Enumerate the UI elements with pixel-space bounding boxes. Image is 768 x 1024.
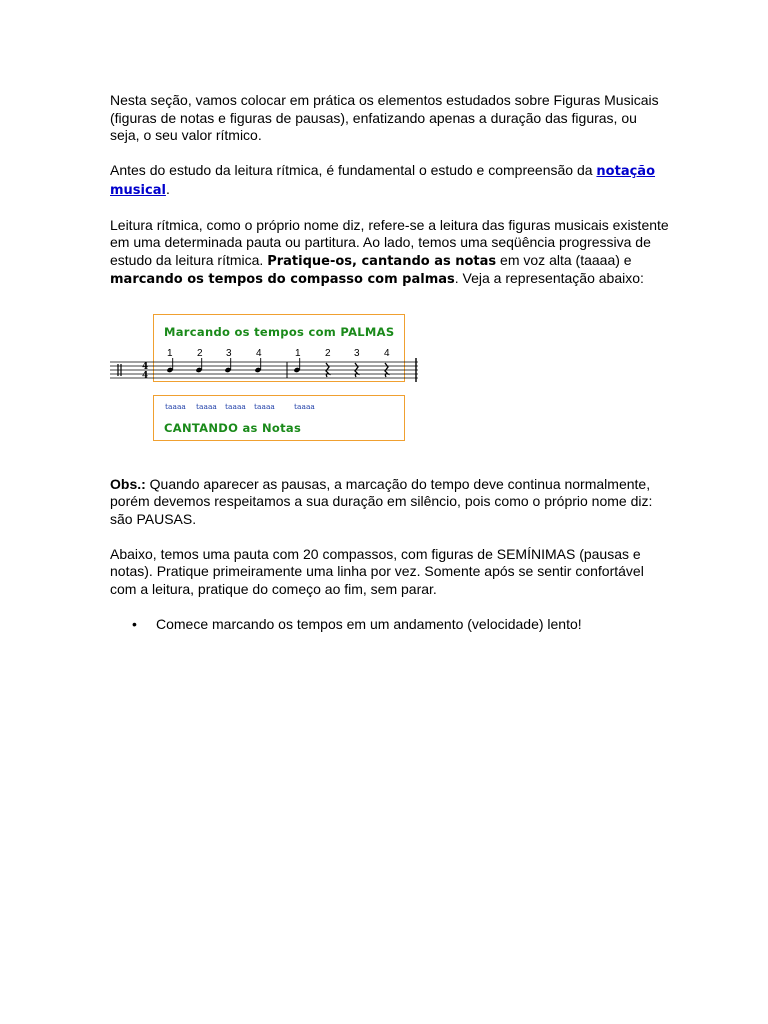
beat-number: 1 — [167, 347, 173, 359]
rhythm-text-1: Leitura rítmica, como o próprio nome diz, refere-se a leitura das figuras musicais existente em uma determinada pauta ou partitura. Ao lado, temos uma seqüência progressiva de estudo da leitura rítmica. — [110, 216, 669, 268]
beat-number: 4 — [384, 347, 390, 359]
syllable-label: taaaa — [225, 401, 246, 411]
beat-number: 2 — [325, 347, 331, 359]
notacao-musical-link[interactable]: notação musical — [110, 164, 656, 198]
beat-number: 3 — [354, 347, 360, 359]
bullet-icon: • — [132, 615, 137, 632]
time-signature-top: 4 — [142, 361, 149, 372]
list-item — [132, 615, 670, 634]
staff-lines — [110, 362, 418, 378]
rhythm-text-2: em voz alta (taaaa) e — [496, 251, 632, 268]
rhythm-reading-paragraph — [110, 217, 670, 289]
syllable-label: taaaa — [254, 401, 275, 411]
quarter-note-icon — [224, 358, 231, 373]
beat-number: 1 — [295, 347, 301, 359]
rhythm-example-figure — [110, 314, 440, 449]
rhythm-bold-2: marcando os tempos do compasso com palmas — [110, 272, 455, 287]
intro-paragraph: Nesta seção, vamos colocar em prática os elementos estudados sobre Figuras Musicais (figuras de notas e figuras de pausas), enfatizando apenas a duração das figuras, ou seja, o seu valor rítmico. — [110, 92, 659, 143]
quarter-note-icon — [254, 358, 261, 373]
list-item-text: Comece marcando os tempos em um andamento (velocidade) lento! — [156, 615, 582, 632]
obs-text: Quando aparecer as pausas, a marcação do tempo deve continua normalmente, porém devemos respeitamos a sua duração em silêncio, pois como o próprio nome diz: são PAUSAS. — [110, 475, 653, 527]
obs-label: Obs.: — [110, 475, 146, 492]
syllable-row — [153, 395, 403, 409]
quarter-note-icon — [293, 358, 300, 373]
rhythm-bold-1: Pratique-os, cantando as notas — [267, 253, 497, 269]
clapping-label: Marcando os tempos com PALMAS — [164, 324, 395, 339]
beat-number: 4 — [256, 347, 262, 359]
time-signature — [142, 362, 148, 381]
singing-label: CANTANDO as Notas — [164, 420, 302, 435]
notation-text-after: . — [165, 180, 170, 197]
time-signature-bottom: 4 — [142, 370, 149, 381]
observation-paragraph — [110, 476, 670, 529]
notation-text-before: Antes do estudo da leitura rítmica, é fundamental o estudo e compreensão da — [110, 162, 597, 178]
rhythm-text-3: . Veja a representação abaixo: — [454, 270, 644, 286]
syllable-label: taaaa — [294, 401, 315, 411]
beat-number: 3 — [226, 347, 232, 359]
music-staff — [110, 352, 440, 392]
beat-number: 2 — [197, 347, 203, 359]
notation-paragraph — [110, 162, 670, 199]
practice-paragraph: Abaixo, temos uma pauta com 20 compassos, com figuras de SEMÍNIMAS (pausas e notas). Pratique primeiramente uma linha por vez. Somente após se sentir confortável com a leitura, pratique do começo ao fim, sem parar. — [110, 545, 644, 597]
tips-list — [110, 616, 670, 634]
syllable-label: taaaa — [165, 401, 186, 411]
syllable-label: taaaa — [196, 401, 217, 411]
quarter-note-icon — [166, 358, 173, 373]
quarter-note-icon — [195, 358, 202, 373]
document-body — [110, 92, 670, 633]
